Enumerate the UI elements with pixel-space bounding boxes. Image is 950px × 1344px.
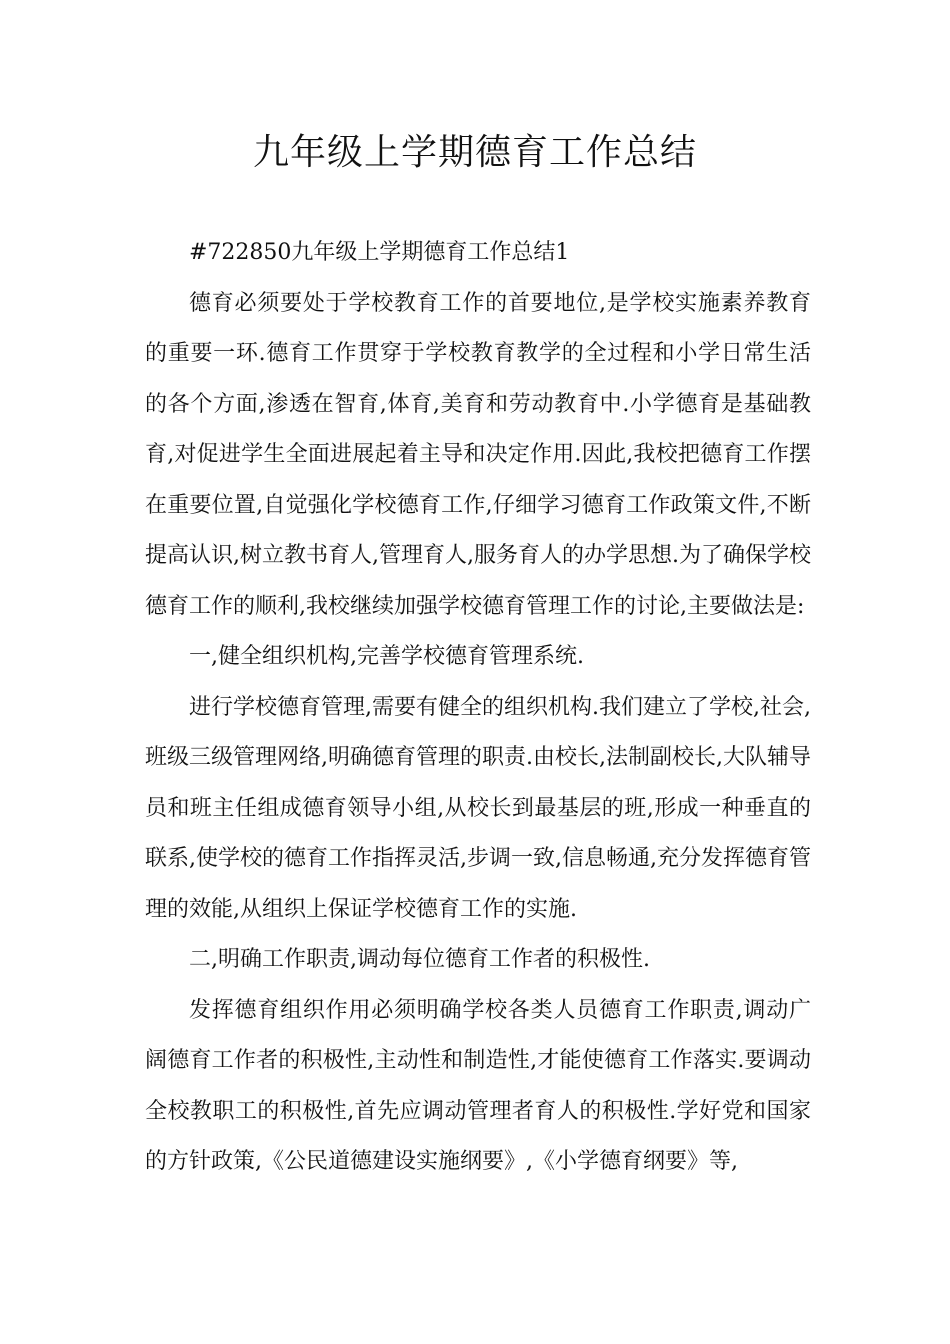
section-heading: 一,健全组织机构,完善学校德育管理系统.	[189, 644, 584, 669]
document-body	[145, 228, 811, 1188]
section-heading: 二,明确工作职责,调动每位德育工作者的积极性.	[189, 947, 650, 972]
paragraph: 发挥德育组织作用必须明确学校各类人员德育工作职责,调动广阔德育工作者的积极性,主动性和制造性,才能使德育工作落实.要调动全校教职工的积极性,首先应调动管理者育人的积极性.学好党和国家的方针政策,《公民道德建设实施纲要》,《小学德育纲要》等,	[145, 997, 811, 1174]
paragraph: 进行学校德育管理,需要有健全的组织机构.我们建立了学校,社会,班级三级管理网络,明确德育管理的职责.由校长,法制副校长,大队辅导员和班主任组成德育领导小组,从校长到最基层的班,形成一种垂直的联系,使学校的德育工作指挥灵活,步调一致,信息畅通,充分发挥德育管理的效能,从组织上保证学校德育工作的实施.	[145, 694, 811, 922]
document-title: 九年级上学期德育工作总结	[252, 132, 697, 173]
paragraph: #722850九年级上学期德育工作总结1	[189, 240, 570, 265]
paragraph: 德育必须要处于学校教育工作的首要地位,是学校实施素养教育的重要一环.德育工作贯穿于学校教育教学的全过程和小学日常生活的各个方面,渗透在智育,体育,美育和劳动教育中.小学德育是基础教育,对促进学生全面进展起着主导和决定作用.因此,我校把德育工作摆在重要位置,自觉强化学校德育工作,仔细学习德育工作政策文件,不断提高认识,树立教书育人,管理育人,服务育人的办学思想.为了确保学校德育工作的顺利,我校继续加强学校德育管理工作的讨论,主要做法是:	[145, 290, 811, 619]
